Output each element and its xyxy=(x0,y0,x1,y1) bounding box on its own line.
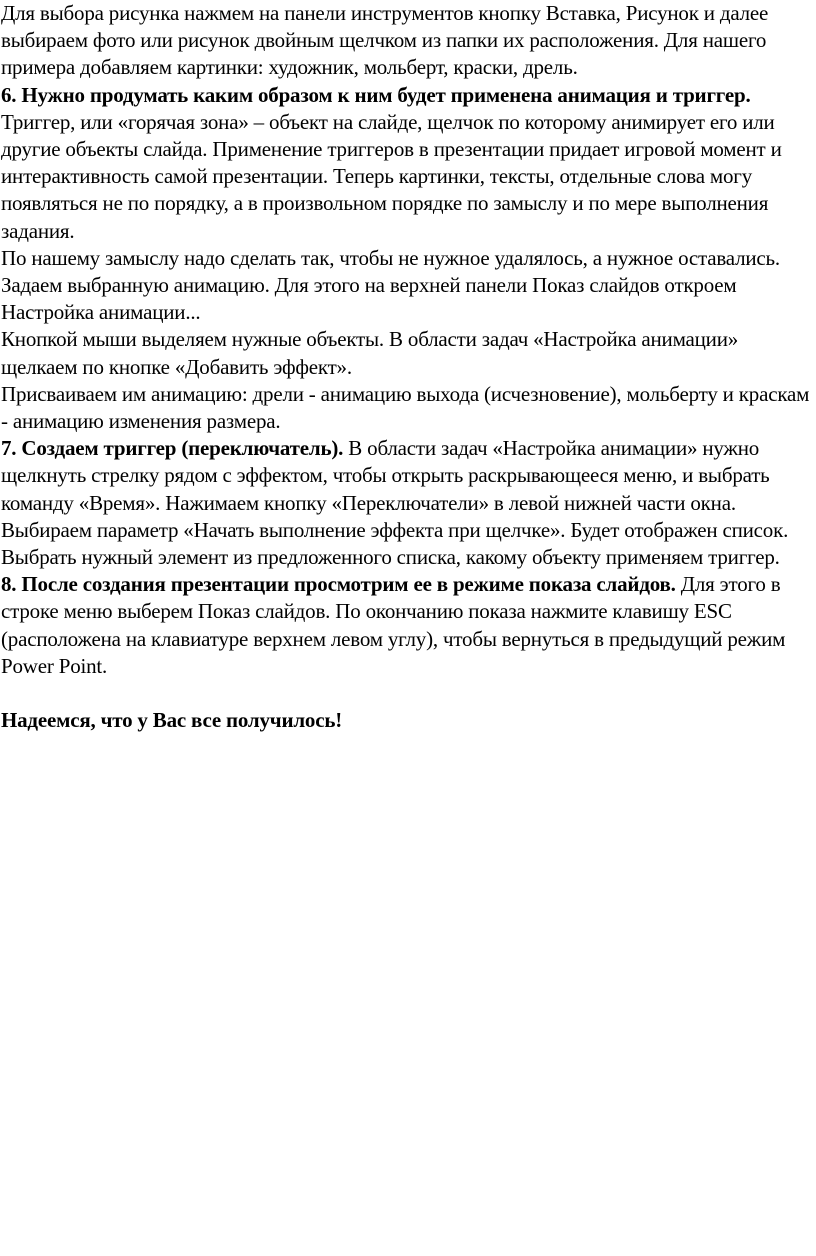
paragraph-step-7 xyxy=(1,435,816,571)
closing-line-text: Надеемся, что у Вас все получилось! xyxy=(1,708,343,733)
blank-line xyxy=(1,680,816,707)
paragraph-step-7-text: В области задач «Настройка анимации» нужно щелкнуть стрелку рядом с эффектом, чтобы открыть раскрывающееся меню, и выбрать команду «Время». Нажимаем кнопку «Переключатели» в левой нижней части окна. Выбираем параметр «Начать выполнение эффекта при щелчке». Будет отображен список. Выбрать нужный элемент из предложенного списка, какому объекту применяем триггер. xyxy=(1,436,789,570)
paragraph-set-animation: Задаем выбранную анимацию. Для этого на верхней панели Показ слайдов откроем Настройка анимации... xyxy=(1,273,737,325)
heading-step-8-text: 8. После создания презентации просмотрим ее в режиме показа слайдов. xyxy=(1,572,676,597)
paragraph-trigger-definition: Триггер, или «горячая зона» – объект на слайде, щелчок по которому анимирует его или другие объекты слайда. Применение триггеров в презентации придает игровой момент и интерактивность самой презентации. Теперь картинки, тексты, отдельные слова могу появляться не по порядку, а в произвольном порядке по замыслу и по мере выполнения задания. xyxy=(1,109,782,243)
paragraph-assign-animation: Присваиваем им анимацию: дрели - анимацию выхода (исчезновение), мольберту и краскам - анимацию изменения размера. xyxy=(1,381,810,434)
heading-step-6-text: 6. Нужно продумать каким образом к ним будет применена анимация и триггер. xyxy=(1,82,751,107)
paragraph-step-8 xyxy=(1,571,816,680)
closing-line xyxy=(1,707,816,734)
paragraph-step-8-text: Для этого в строке меню выберем Показ слайдов. По окончанию показа нажмите клавишу ESC (расположена на клавиатуре верхнем левом углу), чтобы вернуться в предыдущий режим Power Point. xyxy=(1,572,786,678)
paragraph-select-objects: Кнопкой мыши выделяем нужные объекты. В области задач «Настройка анимации» щелкаем по кнопке «Добавить эффект». xyxy=(1,327,739,379)
heading-step-7-text: 7. Создаем триггер (переключатель). xyxy=(1,436,344,461)
paragraph-insert-picture: Для выбора рисунка нажмем на панели инструментов кнопку Вставка, Рисунок и далее выбираем фото или рисунок двойным щелчком из папки их расположения. Для нашего примера добавляем картинки: художник, мольберт, краски, дрель. xyxy=(1,1,769,80)
heading-step-6 xyxy=(1,82,816,109)
paragraph-intent: По нашему замыслу надо сделать так, чтобы не нужное удалялось, а нужное оставались. xyxy=(1,245,780,270)
